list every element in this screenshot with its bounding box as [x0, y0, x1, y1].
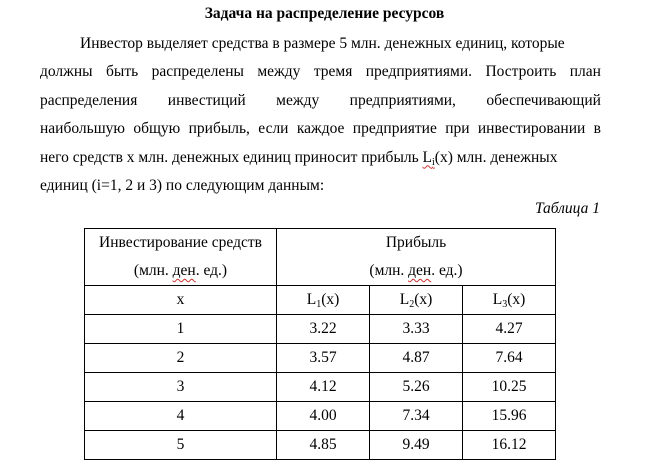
paragraph-line-6: единиц (i=1, 2 и 3) по следующим данным: — [40, 176, 325, 194]
paragraph-line-1: Инвестор выделяет средства в размере 5 млн. денежных единиц, которые — [80, 35, 565, 52]
word: прибыль, — [188, 120, 250, 138]
cell-l3: 16.12 — [463, 431, 556, 460]
word: быть — [106, 63, 139, 81]
word: инвестировании — [477, 120, 586, 138]
cell-l1: 4.00 — [277, 402, 370, 431]
word: предприятие — [352, 120, 437, 138]
cell-l1: 3.57 — [277, 344, 370, 373]
cell-l3: 7.64 — [463, 344, 556, 373]
cell-x: 1 — [85, 315, 277, 344]
word: между — [257, 63, 301, 81]
cell-l3: 10.25 — [463, 373, 556, 402]
word: должны — [40, 63, 93, 81]
word: если — [258, 120, 289, 138]
paragraph-line-5 — [40, 144, 601, 172]
word: в — [593, 120, 601, 138]
cell-x: 3 — [85, 373, 277, 402]
cell-x: 5 — [85, 431, 277, 460]
word: каждое — [296, 120, 345, 138]
paragraph-line-4 — [40, 115, 601, 143]
table-subheader-row — [85, 286, 556, 315]
cell-l2: 9.49 — [370, 431, 463, 460]
cell-l1: 4.12 — [277, 373, 370, 402]
word: инвестиций — [167, 91, 246, 109]
word: между — [276, 91, 320, 109]
word: распределения — [40, 91, 138, 109]
subheader-l1: $L_1(x)$ — [277, 286, 370, 315]
paragraph-line-3 — [40, 87, 601, 115]
cell-l2: 3.33 — [370, 315, 463, 344]
line5-text-a: него средств x млн. денежных единиц приносит прибыль — [40, 148, 423, 166]
word: обеспечивающий — [486, 91, 601, 109]
cell-l2: 5.26 — [370, 373, 463, 402]
document-title: Задача на распределение ресурсов — [204, 5, 445, 22]
function-li: $L_i$ — [422, 148, 435, 168]
paragraph-line-2 — [40, 58, 601, 86]
line5-text-b: (x) млн. денежных — [434, 148, 558, 166]
subheader-x: x — [85, 286, 277, 315]
data-table — [84, 228, 556, 460]
word: наибольшую — [40, 120, 125, 138]
table-row — [85, 315, 556, 344]
problem-paragraph — [40, 30, 601, 200]
table-row — [85, 344, 556, 373]
word: общую — [133, 120, 181, 138]
cell-x: 4 — [85, 402, 277, 431]
cell-x: 2 — [85, 344, 277, 373]
word: тремя — [313, 63, 353, 81]
subheader-l2: $L_2(x)$ — [370, 286, 463, 315]
word: предприятиями. — [365, 63, 473, 81]
table-row — [85, 431, 556, 460]
table-row — [85, 402, 556, 431]
word: при — [445, 120, 470, 138]
header-profit: Прибыль (млн. ден. ед.) — [277, 229, 556, 286]
cell-l1: 3.22 — [277, 315, 370, 344]
header-investment: Инвестирование средств (млн. ден. ед.) — [85, 229, 277, 286]
cell-l3: 15.96 — [463, 402, 556, 431]
word: распределены — [151, 63, 244, 81]
table-row — [85, 373, 556, 402]
cell-l3: 4.27 — [463, 315, 556, 344]
word: Построить — [485, 63, 557, 81]
cell-l1: 4.85 — [277, 431, 370, 460]
word: план — [569, 63, 601, 81]
table-header-row — [85, 229, 556, 286]
word: предприятиями, — [349, 91, 456, 109]
table-caption: Таблица 1 — [534, 200, 600, 217]
subheader-l3: $L_3(x)$ — [463, 286, 556, 315]
cell-l2: 7.34 — [370, 402, 463, 431]
cell-l2: 4.87 — [370, 344, 463, 373]
